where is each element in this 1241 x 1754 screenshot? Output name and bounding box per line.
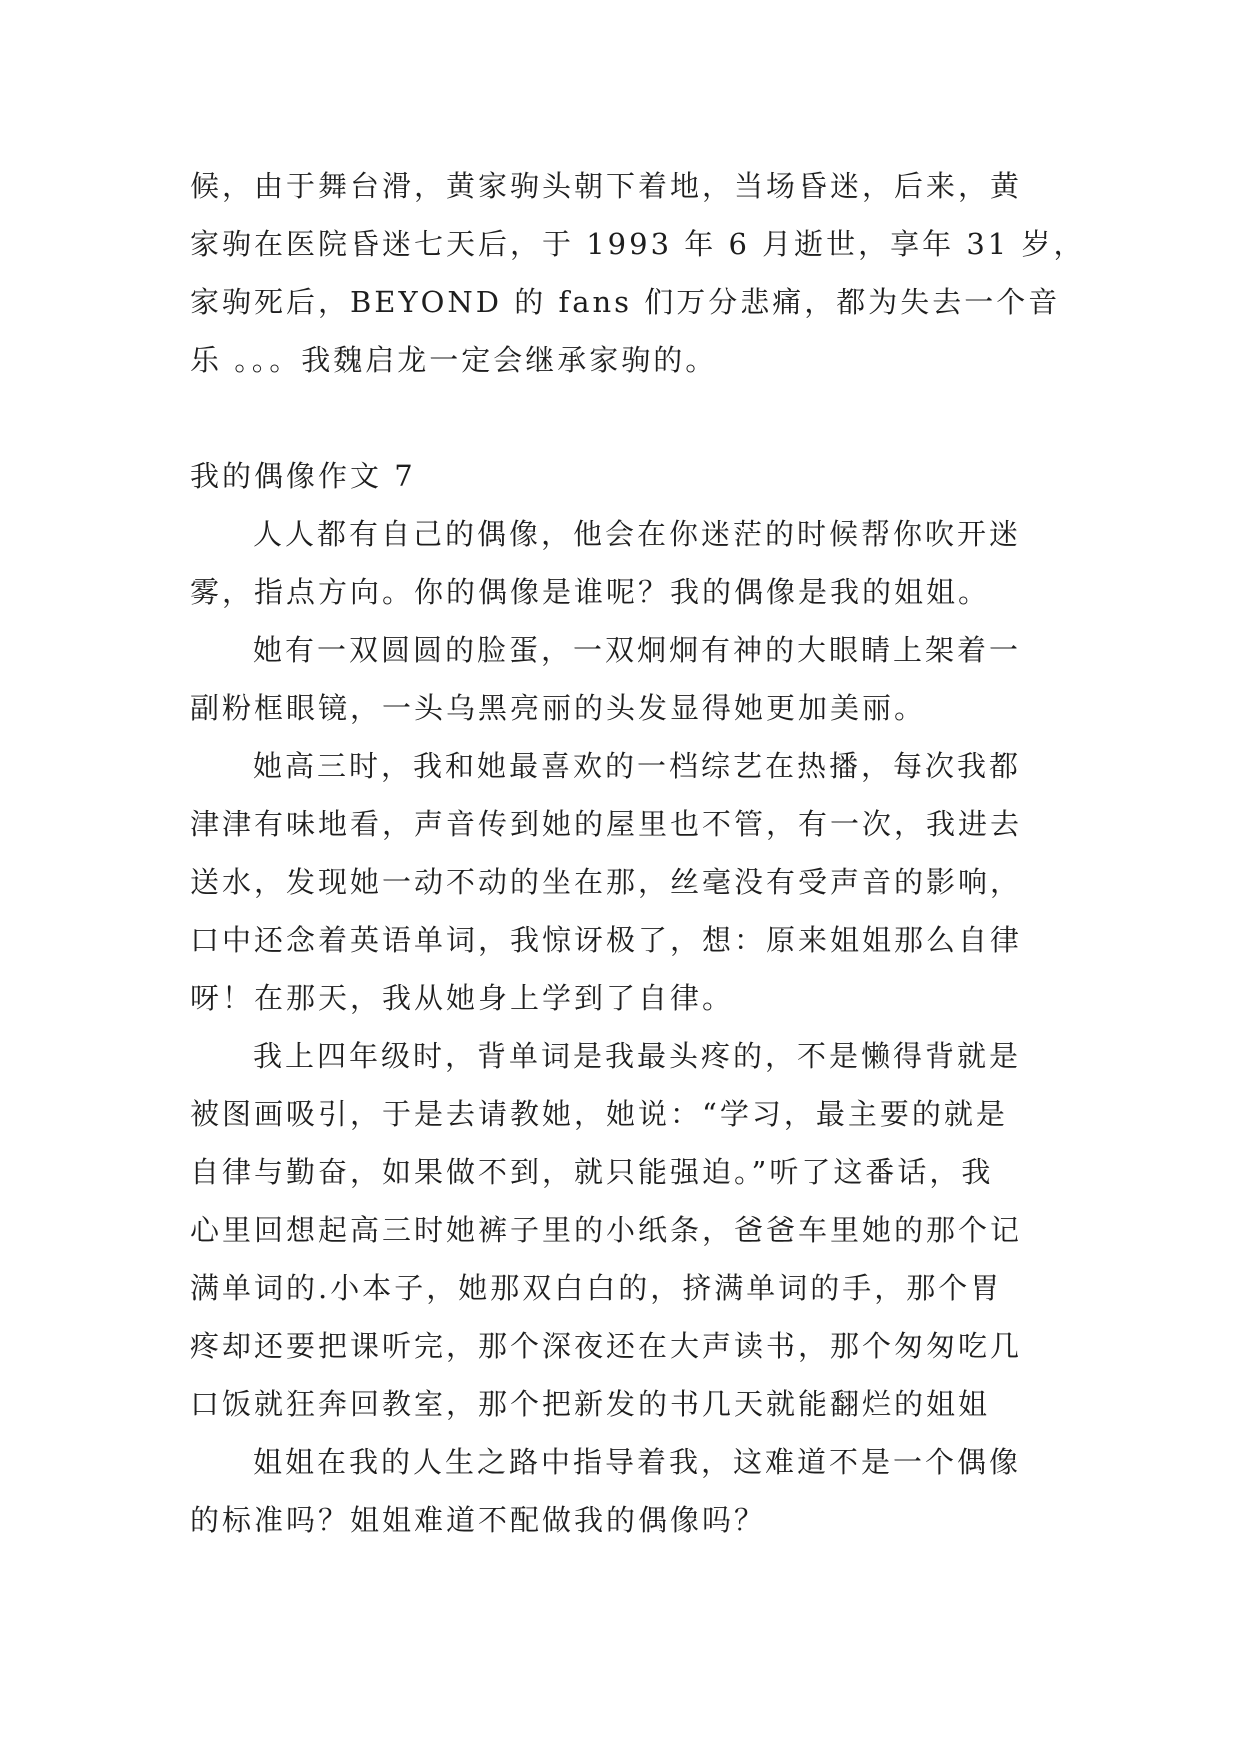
text-line: 口中还念着英语单词，我惊讶极了，想：原来姐姐那么自律 bbox=[190, 923, 1023, 957]
text-line: 家驹死后，BEYOND 的 fans 们万分悲痛，都为失去一个音 bbox=[190, 285, 1061, 319]
text-line: 自律与勤奋，如果做不到，就只能强迫。”听了这番话，我 bbox=[190, 1155, 994, 1189]
text-line: 口饭就狂奔回教室，那个把新发的书几天就能翻烂的姐姐 bbox=[190, 1387, 991, 1421]
text-line: 送水，发现她一动不动的坐在那，丝毫没有受声音的影响， bbox=[190, 865, 1023, 899]
text-line: 乐 。。。我魏启龙一定会继承家驹的。 bbox=[190, 343, 718, 377]
text-line: 津津有味地看，声音传到她的屋里也不管，有一次，我进去 bbox=[190, 807, 1023, 841]
section-heading: 我的偶像作文 7 bbox=[190, 459, 416, 493]
text-line: 姐姐在我的人生之路中指导着我，这难道不是一个偶像 bbox=[253, 1445, 1022, 1479]
text-line: 被图画吸引，于是去请教她，她说：“学习，最主要的就是 bbox=[190, 1097, 1008, 1131]
text-line: 满单词的.小本子，她那双白白的，挤满单词的手，那个胃 bbox=[190, 1271, 1003, 1305]
text-line: 她高三时，我和她最喜欢的一档综艺在热播，每次我都 bbox=[253, 749, 1022, 783]
text-line: 候，由于舞台滑，黄家驹头朝下着地，当场昏迷，后来，黄 bbox=[190, 169, 1023, 203]
text-line: 副粉框眼镜，一头乌黑亮丽的头发显得她更加美丽。 bbox=[190, 691, 927, 725]
text-line: 疼却还要把课听完，那个深夜还在大声读书，那个匆匆吃几 bbox=[190, 1329, 1023, 1363]
text-line: 呀！在那天，我从她身上学到了自律。 bbox=[190, 981, 735, 1015]
text-line: 人人都有自己的偶像，他会在你迷茫的时候帮你吹开迷 bbox=[253, 517, 1022, 551]
text-line: 雾，指点方向。你的偶像是谁呢？我的偶像是我的姐姐。 bbox=[190, 575, 991, 609]
text-line: 她有一双圆圆的脸蛋，一双炯炯有神的大眼睛上架着一 bbox=[253, 633, 1022, 667]
text-line: 我上四年级时，背单词是我最头疼的，不是懒得背就是 bbox=[253, 1039, 1022, 1073]
text-line: 心里回想起高三时她裤子里的小纸条，爸爸车里她的那个记 bbox=[190, 1213, 1023, 1247]
text-line: 家驹在医院昏迷七天后，于 1993 年 6 月逝世，享年 31 岁， bbox=[190, 227, 1086, 261]
text-line: 的标准吗？姐姐难道不配做我的偶像吗？ bbox=[190, 1503, 767, 1537]
